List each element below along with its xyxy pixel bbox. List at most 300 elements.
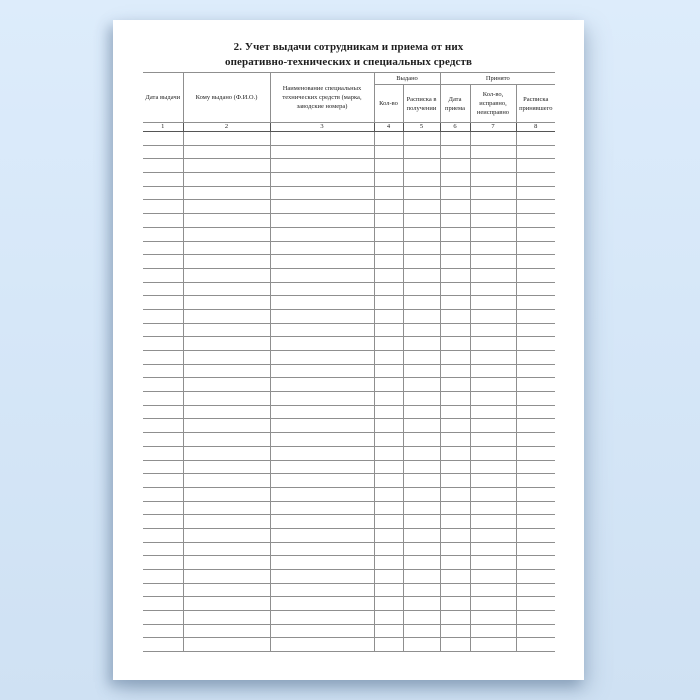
empty-cell [183, 542, 270, 556]
empty-cell [440, 570, 470, 584]
empty-cell [183, 309, 270, 323]
empty-cell [440, 282, 470, 296]
empty-cell [516, 638, 555, 652]
empty-cell [403, 337, 440, 351]
empty-cell [470, 255, 516, 269]
empty-cell [470, 214, 516, 228]
empty-cell [374, 611, 403, 625]
empty-cell [183, 296, 270, 310]
empty-cell [403, 501, 440, 515]
table-row [143, 351, 555, 365]
empty-cell [403, 227, 440, 241]
table-row [143, 214, 555, 228]
empty-cell [516, 528, 555, 542]
empty-cell [440, 638, 470, 652]
table-row [143, 583, 555, 597]
table-row [143, 186, 555, 200]
empty-cell [516, 624, 555, 638]
empty-cell [374, 186, 403, 200]
empty-cell [374, 255, 403, 269]
empty-cell [183, 460, 270, 474]
empty-cell [403, 145, 440, 159]
empty-cell [143, 200, 183, 214]
empty-cell [374, 419, 403, 433]
empty-cell [374, 528, 403, 542]
empty-cell [374, 337, 403, 351]
empty-cell [374, 173, 403, 187]
empty-cell [143, 364, 183, 378]
column-number: 8 [516, 123, 555, 132]
empty-cell [270, 405, 374, 419]
empty-cell [470, 145, 516, 159]
empty-cell [270, 337, 374, 351]
empty-cell [183, 515, 270, 529]
empty-cell [183, 583, 270, 597]
empty-cell [183, 570, 270, 584]
empty-cell [516, 515, 555, 529]
empty-cell [143, 323, 183, 337]
empty-cell [183, 145, 270, 159]
empty-cell [143, 378, 183, 392]
empty-cell [440, 433, 470, 447]
empty-cell [470, 132, 516, 146]
header-cell-raspiska-poluchenie: Расписка в получении [403, 85, 440, 123]
empty-cell [143, 460, 183, 474]
empty-cell [440, 528, 470, 542]
empty-cell [270, 364, 374, 378]
table-row [143, 392, 555, 406]
empty-cell [440, 323, 470, 337]
empty-cell [403, 351, 440, 365]
empty-cell [270, 611, 374, 625]
table-row [143, 159, 555, 173]
empty-cell [470, 392, 516, 406]
empty-cell [270, 351, 374, 365]
empty-cell [270, 624, 374, 638]
empty-cell [270, 570, 374, 584]
empty-cell [183, 337, 270, 351]
empty-cell [516, 460, 555, 474]
empty-cell [183, 487, 270, 501]
empty-cell [516, 159, 555, 173]
empty-cell [183, 268, 270, 282]
table-row [143, 282, 555, 296]
empty-cell [403, 638, 440, 652]
header-cell-komu-vydano: Кому выдано (Ф.И.О.) [183, 73, 270, 123]
empty-cell [516, 200, 555, 214]
header-cell-naimenovanie: Наименование специальных технических средств (марка, заводские номера) [270, 73, 374, 123]
empty-cell [440, 200, 470, 214]
empty-cell [516, 323, 555, 337]
empty-cell [183, 419, 270, 433]
empty-cell [374, 241, 403, 255]
table-row [143, 145, 555, 159]
table-row [143, 405, 555, 419]
empty-cell [440, 460, 470, 474]
empty-cell [374, 583, 403, 597]
empty-cell [403, 433, 440, 447]
empty-cell [516, 132, 555, 146]
empty-cell [440, 556, 470, 570]
empty-cell [440, 392, 470, 406]
empty-cell [470, 296, 516, 310]
empty-cell [403, 392, 440, 406]
empty-cell [403, 515, 440, 529]
empty-cell [270, 556, 374, 570]
empty-cell [183, 378, 270, 392]
empty-cell [183, 556, 270, 570]
empty-cell [270, 132, 374, 146]
table-row [143, 460, 555, 474]
empty-cell [143, 433, 183, 447]
empty-cell [470, 460, 516, 474]
empty-cell [403, 474, 440, 488]
empty-cell [403, 419, 440, 433]
empty-cell [516, 611, 555, 625]
empty-cell [470, 323, 516, 337]
empty-cell [374, 597, 403, 611]
empty-cell [183, 351, 270, 365]
empty-cell [143, 337, 183, 351]
empty-cell [403, 542, 440, 556]
empty-cell [374, 282, 403, 296]
empty-cell [440, 337, 470, 351]
empty-cell [270, 515, 374, 529]
empty-cell [516, 501, 555, 515]
empty-cell [403, 487, 440, 501]
empty-cell [374, 433, 403, 447]
empty-cell [183, 132, 270, 146]
column-number: 6 [440, 123, 470, 132]
empty-cell [440, 487, 470, 501]
empty-cell [470, 241, 516, 255]
empty-cell [403, 173, 440, 187]
empty-cell [470, 487, 516, 501]
empty-cell [183, 624, 270, 638]
empty-cell [470, 474, 516, 488]
empty-cell [183, 241, 270, 255]
empty-cell [143, 255, 183, 269]
empty-cell [470, 351, 516, 365]
empty-cell [440, 378, 470, 392]
empty-cell [440, 296, 470, 310]
empty-cell [470, 337, 516, 351]
empty-cell [374, 392, 403, 406]
empty-cell [143, 309, 183, 323]
table-row [143, 515, 555, 529]
empty-cell [270, 638, 374, 652]
empty-cell [440, 132, 470, 146]
empty-cell [143, 528, 183, 542]
empty-cell [470, 282, 516, 296]
empty-cell [470, 227, 516, 241]
empty-cell [516, 351, 555, 365]
empty-cell [403, 528, 440, 542]
empty-cell [470, 556, 516, 570]
empty-cell [374, 638, 403, 652]
empty-cell [470, 405, 516, 419]
empty-cell [516, 474, 555, 488]
empty-cell [270, 583, 374, 597]
empty-cell [470, 173, 516, 187]
empty-cell [270, 214, 374, 228]
empty-cell [403, 296, 440, 310]
empty-cell [374, 405, 403, 419]
empty-cell [143, 583, 183, 597]
empty-cell [470, 570, 516, 584]
empty-cell [516, 433, 555, 447]
empty-cell [470, 528, 516, 542]
empty-cell [270, 159, 374, 173]
empty-cell [374, 460, 403, 474]
empty-cell [440, 351, 470, 365]
empty-cell [440, 542, 470, 556]
empty-cell [183, 597, 270, 611]
empty-cell [143, 624, 183, 638]
group-header-row [143, 73, 555, 85]
empty-cell [270, 419, 374, 433]
empty-cell [270, 528, 374, 542]
table-row [143, 337, 555, 351]
empty-cell [516, 255, 555, 269]
empty-cell [374, 474, 403, 488]
table-row [143, 528, 555, 542]
empty-cell [516, 214, 555, 228]
empty-cell [374, 200, 403, 214]
empty-cell [143, 611, 183, 625]
table-row [143, 611, 555, 625]
empty-cell [470, 611, 516, 625]
empty-cell [403, 611, 440, 625]
empty-cell [270, 460, 374, 474]
empty-cell [270, 501, 374, 515]
empty-cell [440, 159, 470, 173]
empty-cell [270, 487, 374, 501]
empty-cell [516, 186, 555, 200]
empty-cell [440, 227, 470, 241]
table-row [143, 268, 555, 282]
empty-cell [470, 419, 516, 433]
table-body [143, 132, 555, 652]
empty-cell [270, 282, 374, 296]
empty-cell [143, 351, 183, 365]
column-number: 3 [270, 123, 374, 132]
empty-cell [470, 200, 516, 214]
empty-cell [374, 145, 403, 159]
empty-cell [143, 570, 183, 584]
empty-cell [374, 309, 403, 323]
empty-cell [516, 364, 555, 378]
empty-cell [143, 638, 183, 652]
empty-cell [440, 419, 470, 433]
empty-cell [403, 309, 440, 323]
empty-cell [440, 241, 470, 255]
empty-cell [516, 542, 555, 556]
table-row [143, 227, 555, 241]
empty-cell [143, 159, 183, 173]
empty-cell [374, 624, 403, 638]
table-row [143, 241, 555, 255]
empty-cell [516, 145, 555, 159]
empty-cell [143, 268, 183, 282]
empty-cell [270, 241, 374, 255]
empty-cell [270, 446, 374, 460]
empty-cell [270, 542, 374, 556]
empty-cell [440, 186, 470, 200]
empty-cell [270, 200, 374, 214]
empty-cell [183, 433, 270, 447]
empty-cell [374, 296, 403, 310]
empty-cell [374, 501, 403, 515]
empty-cell [470, 309, 516, 323]
empty-cell [143, 542, 183, 556]
empty-cell [374, 378, 403, 392]
column-number: 1 [143, 123, 183, 132]
empty-cell [374, 323, 403, 337]
empty-cell [374, 515, 403, 529]
empty-cell [403, 132, 440, 146]
page-title-line-2: оперативно-технических и специальных средств [224, 56, 473, 68]
empty-cell [374, 132, 403, 146]
empty-cell [403, 378, 440, 392]
table-row [143, 638, 555, 652]
empty-cell [470, 583, 516, 597]
empty-cell [440, 405, 470, 419]
empty-cell [470, 638, 516, 652]
empty-cell [374, 364, 403, 378]
empty-cell [403, 282, 440, 296]
empty-cell [270, 296, 374, 310]
table-row [143, 624, 555, 638]
empty-cell [143, 405, 183, 419]
empty-cell [470, 433, 516, 447]
empty-cell [143, 487, 183, 501]
empty-cell [516, 597, 555, 611]
column-number: 4 [374, 123, 403, 132]
empty-cell [403, 159, 440, 173]
empty-cell [403, 268, 440, 282]
empty-cell [374, 542, 403, 556]
empty-cell [440, 501, 470, 515]
empty-cell [270, 323, 374, 337]
empty-cell [516, 419, 555, 433]
header-cell-kolvo: Кол-во [374, 85, 403, 123]
empty-cell [143, 556, 183, 570]
empty-cell [270, 474, 374, 488]
empty-cell [374, 570, 403, 584]
table-row [143, 433, 555, 447]
empty-cell [516, 405, 555, 419]
table-row [143, 323, 555, 337]
empty-cell [183, 446, 270, 460]
empty-cell [516, 173, 555, 187]
empty-cell [143, 282, 183, 296]
table-row [143, 542, 555, 556]
empty-cell [440, 597, 470, 611]
empty-cell [403, 405, 440, 419]
empty-cell [183, 173, 270, 187]
empty-cell [183, 227, 270, 241]
page-title [113, 40, 584, 70]
empty-cell [374, 556, 403, 570]
empty-cell [516, 378, 555, 392]
empty-cell [183, 186, 270, 200]
empty-cell [440, 474, 470, 488]
empty-cell [143, 597, 183, 611]
empty-cell [440, 255, 470, 269]
empty-cell [403, 556, 440, 570]
empty-cell [143, 296, 183, 310]
table-header [143, 73, 555, 132]
empty-cell [516, 583, 555, 597]
empty-cell [470, 378, 516, 392]
empty-cell [470, 542, 516, 556]
table-row [143, 419, 555, 433]
empty-cell [143, 186, 183, 200]
empty-cell [143, 515, 183, 529]
empty-cell [516, 556, 555, 570]
register-table [143, 72, 555, 652]
empty-cell [183, 611, 270, 625]
column-number: 2 [183, 123, 270, 132]
table-row [143, 309, 555, 323]
empty-cell [440, 515, 470, 529]
empty-cell [270, 255, 374, 269]
empty-cell [440, 145, 470, 159]
empty-cell [470, 159, 516, 173]
empty-cell [403, 624, 440, 638]
column-number-row [143, 123, 555, 132]
empty-cell [143, 227, 183, 241]
empty-cell [183, 323, 270, 337]
group-header-prinyato: Принято [440, 73, 555, 85]
empty-cell [470, 446, 516, 460]
empty-cell [143, 474, 183, 488]
empty-cell [374, 227, 403, 241]
empty-cell [183, 474, 270, 488]
empty-cell [143, 145, 183, 159]
empty-cell [440, 446, 470, 460]
empty-cell [470, 268, 516, 282]
table-row [143, 501, 555, 515]
empty-cell [183, 159, 270, 173]
empty-cell [470, 624, 516, 638]
empty-cell [270, 392, 374, 406]
empty-cell [403, 583, 440, 597]
empty-cell [516, 268, 555, 282]
empty-cell [183, 282, 270, 296]
empty-cell [516, 282, 555, 296]
empty-cell [403, 241, 440, 255]
empty-cell [270, 173, 374, 187]
empty-cell [270, 309, 374, 323]
column-number: 7 [470, 123, 516, 132]
empty-cell [470, 597, 516, 611]
empty-cell [440, 611, 470, 625]
empty-cell [374, 446, 403, 460]
empty-cell [440, 624, 470, 638]
empty-cell [440, 268, 470, 282]
empty-cell [183, 405, 270, 419]
table-row [143, 364, 555, 378]
empty-cell [270, 268, 374, 282]
table-row [143, 378, 555, 392]
table-row [143, 173, 555, 187]
empty-cell [403, 597, 440, 611]
empty-cell [270, 227, 374, 241]
empty-cell [516, 487, 555, 501]
empty-cell [374, 268, 403, 282]
